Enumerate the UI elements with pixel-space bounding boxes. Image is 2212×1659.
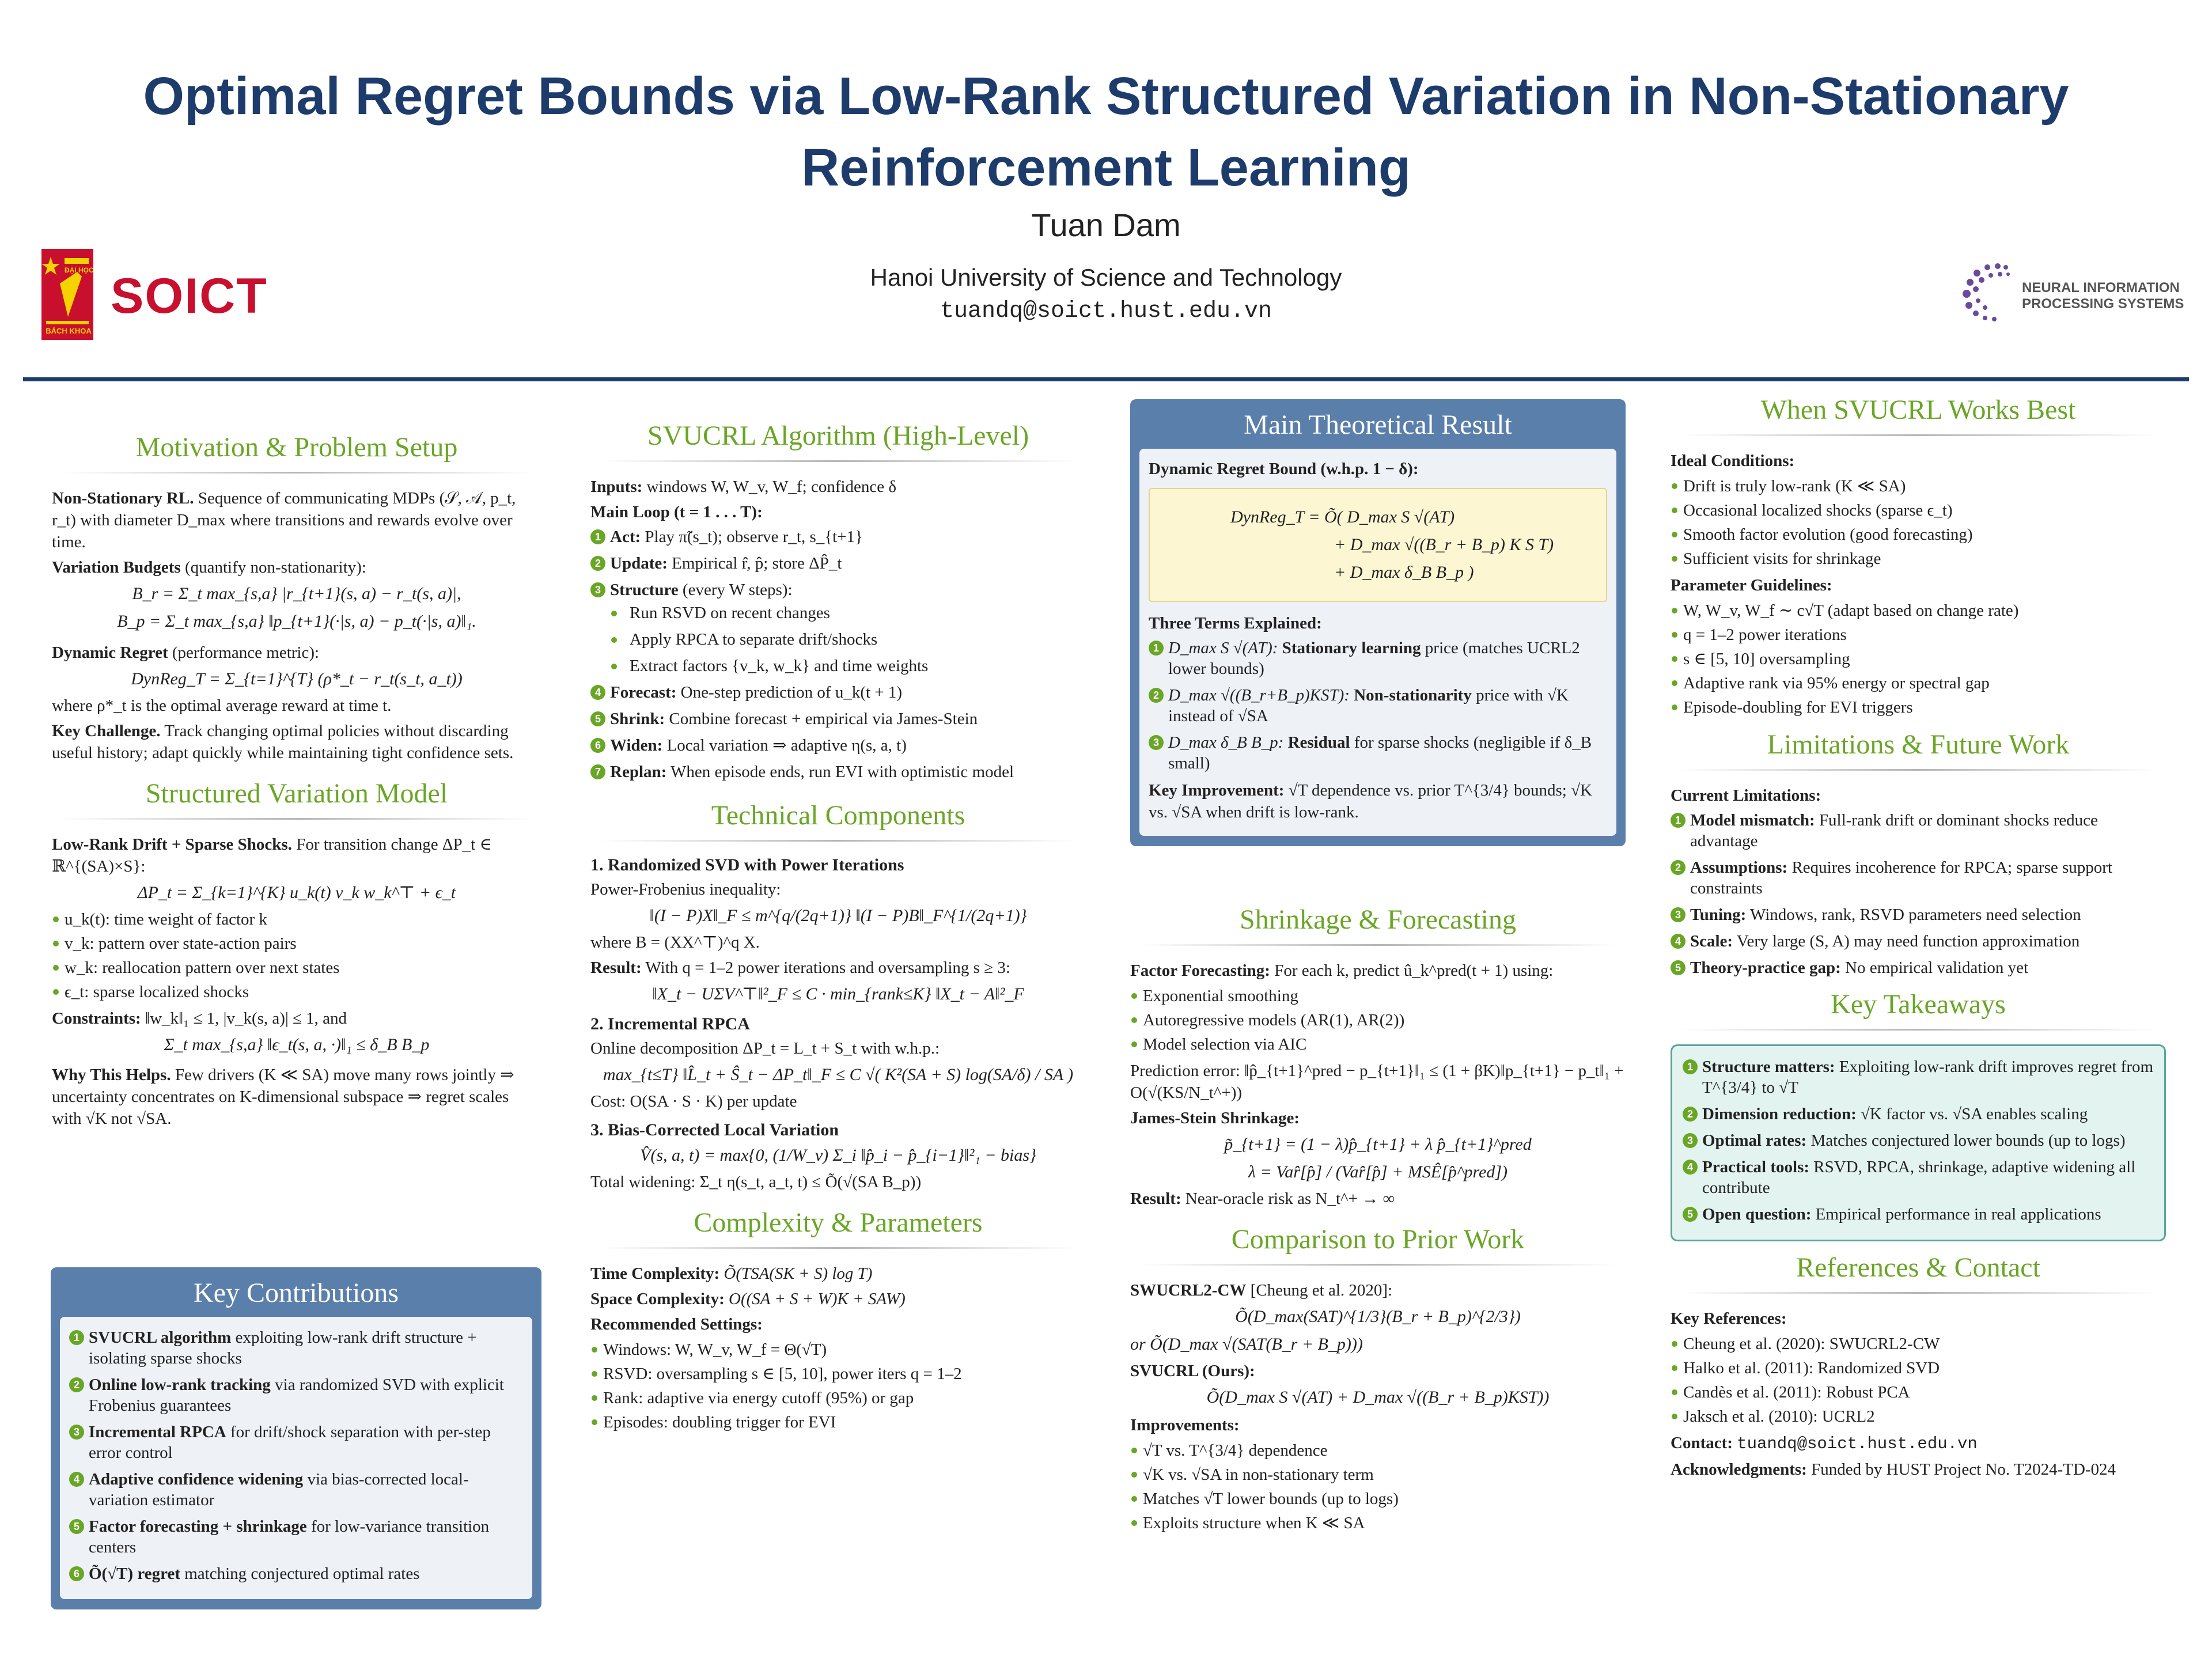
list-item: Model selection via AIC: [1130, 1033, 1626, 1055]
algo-step: 5 Shrink: Combine forecast + empirical via James-Stein: [590, 709, 1086, 729]
constraints-text: ‖w_k‖₁ ≤ 1, |v_k(s, a)| ≤ 1, and: [145, 1009, 347, 1028]
list-item: Jaksch et al. (2010): UCRL2: [1671, 1406, 2166, 1427]
term-item: 3 D_max δ_B B_p: Residual for sparse shocks (negligible if δ_B small): [1149, 732, 1607, 774]
dynamic-regret-lead: Dynamic Regret: [52, 643, 168, 662]
list-item: w_k: reallocation pattern over next states: [52, 957, 541, 979]
rpca-text: Online decomposition ΔP_t = L_t + S_t with w.h.p.:: [590, 1039, 940, 1058]
three-terms-label: Three Terms Explained:: [1149, 614, 1322, 632]
author-name: Tuan Dam: [1031, 207, 1181, 243]
contribution-item: 6 Õ(√T) regret matching conjectured optimal rates: [69, 1563, 523, 1584]
term-item: 2 D_max √((B_r+B_p)KST): Non-stationarity price with √K instead of √SA: [1149, 685, 1607, 726]
section-title-structured: Structured Variation Model: [145, 778, 448, 809]
dynamic-regret-text: (performance metric):: [172, 643, 320, 662]
equation-james-stein: p̃_{t+1} = (1 − λ)p̂_{t+1} + λ p̂_{t+1}^pred: [1224, 1135, 1532, 1154]
list-item: Smooth factor evolution (good forecasting): [1671, 524, 2166, 546]
key-references-label: Key References:: [1671, 1309, 1787, 1328]
section-title-limitations: Limitations & Future Work: [1767, 729, 2070, 760]
limitation-item: 5 Theory-practice gap: No empirical validation yet: [1671, 957, 2166, 978]
contribution-item: 2 Online low-rank tracking via randomized SVD with explicit Frobenius guarantees: [69, 1374, 523, 1416]
list-item: Episodes: doubling trigger for EVI: [590, 1411, 1086, 1433]
takeaway-item: 1 Structure matters: Exploiting low-rank drift improves regret from T^{3/4} to √T: [1683, 1056, 2154, 1098]
equation-bp: B_p = Σ_t max_{s,a} ‖p_{t+1}(·|s, a) − p_t(·|s, a)‖₁.: [117, 612, 476, 631]
list-item: Adaptive rank via 95% energy or spectral gap: [1671, 672, 2166, 694]
algo-step: 2 Update: Empirical r̂, p̂; store ΔP̂_t: [590, 553, 1086, 574]
why-helps-text: Few drivers (K ≪ SA) move many rows jointly ⇒ uncertainty concentrates on K-dimensional subspace ⇒ regret scales with √K not √SA.: [52, 1066, 514, 1128]
list-item: Windows: W, W_v, W_f = Θ(√T): [590, 1339, 1086, 1361]
contribution-item: 5 Factor forecasting + shrinkage for low-variance transition centers: [69, 1516, 523, 1558]
column-1: [52, 429, 541, 1133]
contribution-item: 4 Adaptive confidence widening via bias-corrected local-variation estimator: [69, 1469, 523, 1510]
limitation-item: 2 Assumptions: Requires incoherence for RPCA; sparse support constraints: [1671, 857, 2166, 899]
factor-list: [52, 908, 541, 1003]
takeaways-box: [1671, 1044, 2166, 1241]
inputs-text: windows W, W_v, W_f; confidence δ: [646, 478, 897, 496]
equation-constraints: Σ_t max_{s,a} ‖ϵ_t(s, a, ·)‖₁ ≤ δ_B B_p: [164, 1035, 430, 1054]
column-3: [1130, 902, 1626, 1539]
list-item: √T vs. T^{3/4} dependence: [1130, 1440, 1626, 1461]
equation-br: B_r = Σ_t max_{s,a} |r_{t+1}(s, a) − r_t(s, a)|,: [132, 584, 461, 603]
list-item: Run RSVD on recent changes: [610, 603, 1086, 623]
section-title-comparison: Comparison to Prior Work: [1231, 1224, 1525, 1255]
section-divider: [1140, 1264, 1616, 1266]
list-item: Episode-doubling for EVI triggers: [1671, 696, 2166, 718]
list-item: Cheung et al. (2020): SWUCRL2-CW: [1671, 1333, 2166, 1355]
list-item: v_k: pattern over state-action pairs: [52, 933, 541, 955]
improvements-label: Improvements:: [1130, 1416, 1240, 1434]
shrinkage-result-lead: Result:: [1130, 1190, 1181, 1208]
section-divider: [1680, 1292, 2156, 1294]
equation-dynreg: DynReg_T = Σ_{t=1}^{T} (ρ*_t − r_t(s_t, a_t)): [131, 669, 463, 688]
list-item: ϵ_t: sparse localized shocks: [52, 981, 541, 1003]
equation-delta-p: ΔP_t = Σ_{k=1}^{K} u_k(t) v_k w_k^⊤ + ϵ_t: [137, 883, 456, 902]
section-title-complexity: Complexity & Parameters: [694, 1207, 983, 1238]
algo-step: 4 Forecast: One-step prediction of u_k(t + 1): [590, 682, 1086, 703]
equation-local-variation: V̂(s, a, t) = max{0, (1/W_v) Σ_i ‖p̂_i − p̂_{i−1}‖²₁ − bias}: [640, 1146, 1036, 1165]
list-item: RSVD: oversampling s ∈ [5, 10], power iters q = 1–2: [590, 1363, 1086, 1385]
recommended-settings-label: Recommended Settings:: [590, 1315, 763, 1334]
acknowledgments-lead: Acknowledgments:: [1671, 1460, 1807, 1479]
local-variation-heading: 3. Bias-Corrected Local Variation: [590, 1120, 839, 1139]
section-divider: [1140, 944, 1616, 946]
takeaway-item: 3 Optimal rates: Matches conjectured lower bounds (up to logs): [1683, 1130, 2154, 1151]
section-divider: [62, 818, 532, 820]
limitation-item: 3 Tuning: Windows, rank, RSVD parameters need selection: [1671, 904, 2166, 925]
parameter-guidelines-label: Parameter Guidelines:: [1671, 576, 1832, 594]
ideal-conditions-label: Ideal Conditions:: [1671, 452, 1795, 470]
list-item: Extract factors {v_k, w_k} and time weights: [610, 656, 1086, 676]
contributions-box: [51, 1267, 541, 1609]
list-item: W, W_v, W_f ∼ c√T (adapt based on change rate): [1671, 600, 2166, 622]
contact-email[interactable]: tuandq@soict.hust.edu.vn: [1737, 1434, 1978, 1453]
neurips-line-1: NEURAL INFORMATION: [2022, 280, 2180, 296]
section-divider: [600, 840, 1076, 842]
list-item: Sufficient visits for shrinkage: [1671, 548, 2166, 570]
section-title-references: References & Contact: [1796, 1252, 2040, 1283]
header-divider: [23, 377, 2189, 381]
rpca-cost: Cost: O(SA · S · K) per update: [590, 1092, 797, 1111]
lowrank-lead: Low-Rank Drift + Sparse Shocks.: [52, 835, 292, 854]
key-challenge-lead: Key Challenge.: [52, 722, 161, 740]
column-2: [590, 418, 1086, 1438]
takeaway-item: 5 Open question: Empirical performance in real applications: [1683, 1204, 2154, 1225]
author-email: tuandq@soict.hust.edu.vn: [940, 298, 1272, 324]
takeaway-item: 2 Dimension reduction: √K factor vs. √SA enables scaling: [1683, 1104, 2154, 1124]
rsvd-text: Power-Frobenius inequality:: [590, 880, 781, 899]
equation-power-frobenius: ‖(I − P)X‖_F ≤ m^{q/(2q+1)} ‖(I − P)B‖_F^{1/(2q+1)}: [649, 906, 1027, 925]
limitation-item: 4 Scale: Very large (S, A) may need function approximation: [1671, 931, 2166, 952]
equation-lambda: λ = Var̂[p̂] / (Var̂[p̂] + MSÊ[p̂^pred]): [1248, 1162, 1508, 1181]
contribution-item: 3 Incremental RPCA for drift/shock separation with per-step error control: [69, 1422, 523, 1463]
section-title-contributions: Key Contributions: [194, 1278, 399, 1308]
algo-step: 3 Structure (every W steps): Run RSVD on recent changes Apply RPCA to separate drift/shocks Extract factors {v_k, w_k} and time weights: [590, 579, 1086, 676]
title-line-2: Reinforcement Learning: [801, 138, 1411, 197]
list-item: Rank: adaptive via energy cutoff (95%) or gap: [590, 1387, 1086, 1409]
key-improvement-text: √T dependence vs. prior T^{3/4} bounds; √K vs. √SA when drift is low-rank.: [1149, 781, 1592, 821]
time-complexity-lead: Time Complexity:: [590, 1264, 720, 1283]
variation-budgets-text: (quantify non-stationarity):: [184, 558, 366, 577]
acknowledgments-text: Funded by HUST Project No. T2024-TD-024: [1811, 1460, 2116, 1479]
section-title-takeaways: Key Takeaways: [1831, 989, 2006, 1020]
nonstationary-text: Sequence of communicating MDPs (𝒮, 𝒜, p_t, r_t) with diameter D_max where transitions and rewards evolve over time.: [52, 489, 516, 551]
equation-rpca-bound: max_{t≤T} ‖L̂_t + Ŝ_t − ΔP_t‖_F ≤ C √( K²(SA + S) log(SA/δ) / SA ): [603, 1065, 1074, 1084]
list-item: Exploits structure when K ≪ SA: [1130, 1512, 1626, 1534]
logo-emblem-top: ĐẠI HỌC: [65, 266, 94, 274]
regret-bound-equation: DynReg_T = Õ( D_max S √(AT) + D_max √((B_r + B_p) K S T) + D_max δ_B B_p ): [1149, 488, 1607, 602]
section-divider: [1680, 434, 2156, 436]
contribution-item: 1 SVUCRL algorithm exploiting low-rank drift structure + isolating sparse shocks: [69, 1327, 523, 1369]
rsvd-result-text: With q = 1–2 power iterations and oversampling s ≥ 3:: [645, 959, 1010, 977]
section-title-algorithm: SVUCRL Algorithm (High-Level): [647, 421, 1029, 451]
rsvd-result-lead: Result:: [590, 959, 642, 977]
list-item: Apply RPCA to separate drift/shocks: [610, 629, 1086, 650]
section-title-main-result: Main Theoretical Result: [1244, 410, 1512, 440]
total-widening: Total widening: Σ_t η(s_t, a_t, t) ≤ Õ(√(SA B_p)): [590, 1173, 922, 1191]
logo-wordmark: SOICT: [111, 268, 268, 324]
logo-emblem-bottom: BÁCH KHOA: [46, 327, 92, 335]
key-challenge-text: Track changing optimal policies without discarding useful history; adapt quickly while maintaining tight confidence sets.: [52, 722, 514, 762]
james-stein-label: James-Stein Shrinkage:: [1130, 1109, 1300, 1127]
why-helps-lead: Why This Helps.: [52, 1066, 171, 1084]
inputs-lead: Inputs:: [590, 478, 643, 496]
nonstationary-lead: Non-Stationary RL.: [52, 489, 194, 507]
dynreg-where: where ρ*_t is the optimal average reward at time t.: [52, 696, 392, 715]
time-complexity: Õ(TSA(SK + S) log T): [724, 1264, 873, 1283]
list-item: Occasional localized shocks (sparse ϵ_t): [1671, 499, 2166, 521]
section-title-shrinkage: Shrinkage & Forecasting: [1240, 904, 1516, 935]
equation-swucrl-1: Õ(D_max(SAT)^{1/3}(B_r + B_p)^{2/3}): [1235, 1307, 1521, 1326]
contact-lead: Contact:: [1671, 1434, 1733, 1452]
ours-lead: SVUCRL (Ours):: [1130, 1362, 1255, 1380]
affiliation: Hanoi University of Science and Technology: [870, 264, 1342, 291]
section-divider: [1680, 1029, 2156, 1031]
term-item: 1 D_max S √(AT): Stationary learning price (matches UCRL2 lower bounds): [1149, 638, 1607, 679]
key-improvement-lead: Key Improvement:: [1149, 781, 1285, 800]
section-divider: [62, 472, 532, 474]
constraints-lead: Constraints:: [52, 1009, 141, 1028]
list-item: Drift is truly low-rank (K ≪ SA): [1671, 475, 2166, 497]
title-line-1: Optimal Regret Bounds via Low-Rank Structured Variation in Non-Stationary: [143, 67, 2069, 126]
swucrl-lead: SWUCRL2-CW: [1130, 1281, 1247, 1300]
neurips-line-2: PROCESSING SYSTEMS: [2022, 296, 2184, 312]
factor-forecasting-text: For each k, predict û_k^pred(t + 1) using:: [1274, 961, 1554, 980]
regret-bound-lead: Dynamic Regret Bound (w.h.p. 1 − δ):: [1149, 460, 1419, 478]
limitation-item: 1 Model mismatch: Full-rank drift or dominant shocks reduce advantage: [1671, 810, 2166, 851]
rsvd-heading: 1. Randomized SVD with Power Iterations: [590, 855, 904, 874]
list-item: s ∈ [5, 10] oversampling: [1671, 648, 2166, 670]
neurips-logo: [1953, 253, 2184, 328]
space-complexity: O((SA + S + W)K + SAW): [729, 1290, 906, 1308]
algo-step: 6 Widen: Local variation ⇒ adaptive η(s, a, t): [590, 735, 1086, 756]
list-item: Matches √T lower bounds (up to logs): [1130, 1488, 1626, 1510]
shrinkage-result: Near-oracle risk as N_t^+ → ∞: [1185, 1190, 1395, 1208]
section-title-motivation: Motivation & Problem Setup: [135, 432, 458, 463]
list-item: q = 1–2 power iterations: [1671, 624, 2166, 646]
main-result-box: [1130, 399, 1626, 846]
equation-swucrl-2: or Õ(D_max √(SAT(B_r + B_p))): [1130, 1335, 1363, 1354]
equation-ours: Õ(D_max S √(AT) + D_max √((B_r + B_p)KST)): [1206, 1388, 1550, 1407]
poster-title: [0, 60, 2212, 203]
soict-logo: [41, 249, 278, 341]
list-item: Exponential smoothing: [1130, 985, 1626, 1007]
swucrl-cite: [Cheung et al. 2020]:: [1250, 1281, 1393, 1300]
takeaway-item: 4 Practical tools: RSVD, RPCA, shrinkage, adaptive widening all contribute: [1683, 1157, 2154, 1198]
prediction-error: Prediction error: ‖p̂_{t+1}^pred − p_{t+1}‖₁ ≤ (1 + βK)‖p_{t+1} − p_t‖₁ + O(√(KS/N_t^+)): [1130, 1062, 1624, 1102]
column-4: [1671, 392, 2166, 1484]
space-complexity-lead: Space Complexity:: [590, 1290, 725, 1308]
rsvd-where: where B = (XX^⊤)^q X.: [590, 933, 760, 952]
list-item: u_k(t): time weight of factor k: [52, 908, 541, 930]
section-title-works-best: When SVUCRL Works Best: [1760, 395, 2076, 425]
equation-rsvd-bound: ‖X_t − UΣV^⊤‖²_F ≤ C · min_{rank≤K} ‖X_t − A‖²_F: [652, 984, 1024, 1003]
section-divider: [600, 1247, 1076, 1249]
algo-step: 1 Act: Play π̃(s_t); observe r_t, s_{t+1}: [590, 527, 1086, 547]
list-item: Halko et al. (2011): Randomized SVD: [1671, 1357, 2166, 1379]
section-divider: [1680, 769, 2156, 771]
section-title-technical: Technical Components: [711, 800, 965, 831]
section-divider: [600, 460, 1076, 462]
algo-step: 7 Replan: When episode ends, run EVI with optimistic model: [590, 762, 1086, 782]
main-loop-label: Main Loop (t = 1 . . . T):: [590, 503, 763, 521]
lowrank-text: For transition change ΔP_t ∈ ℝ^{(SA)×S}:: [52, 835, 492, 876]
list-item: Candès et al. (2011): Robust PCA: [1671, 1381, 2166, 1403]
list-item: √K vs. √SA in non-stationary term: [1130, 1464, 1626, 1486]
list-item: Autoregressive models (AR(1), AR(2)): [1130, 1009, 1626, 1031]
current-limitations-label: Current Limitations:: [1671, 786, 1821, 805]
variation-budgets-lead: Variation Budgets: [52, 558, 181, 577]
rpca-heading: 2. Incremental RPCA: [590, 1014, 750, 1033]
factor-forecasting-lead: Factor Forecasting:: [1130, 961, 1270, 980]
